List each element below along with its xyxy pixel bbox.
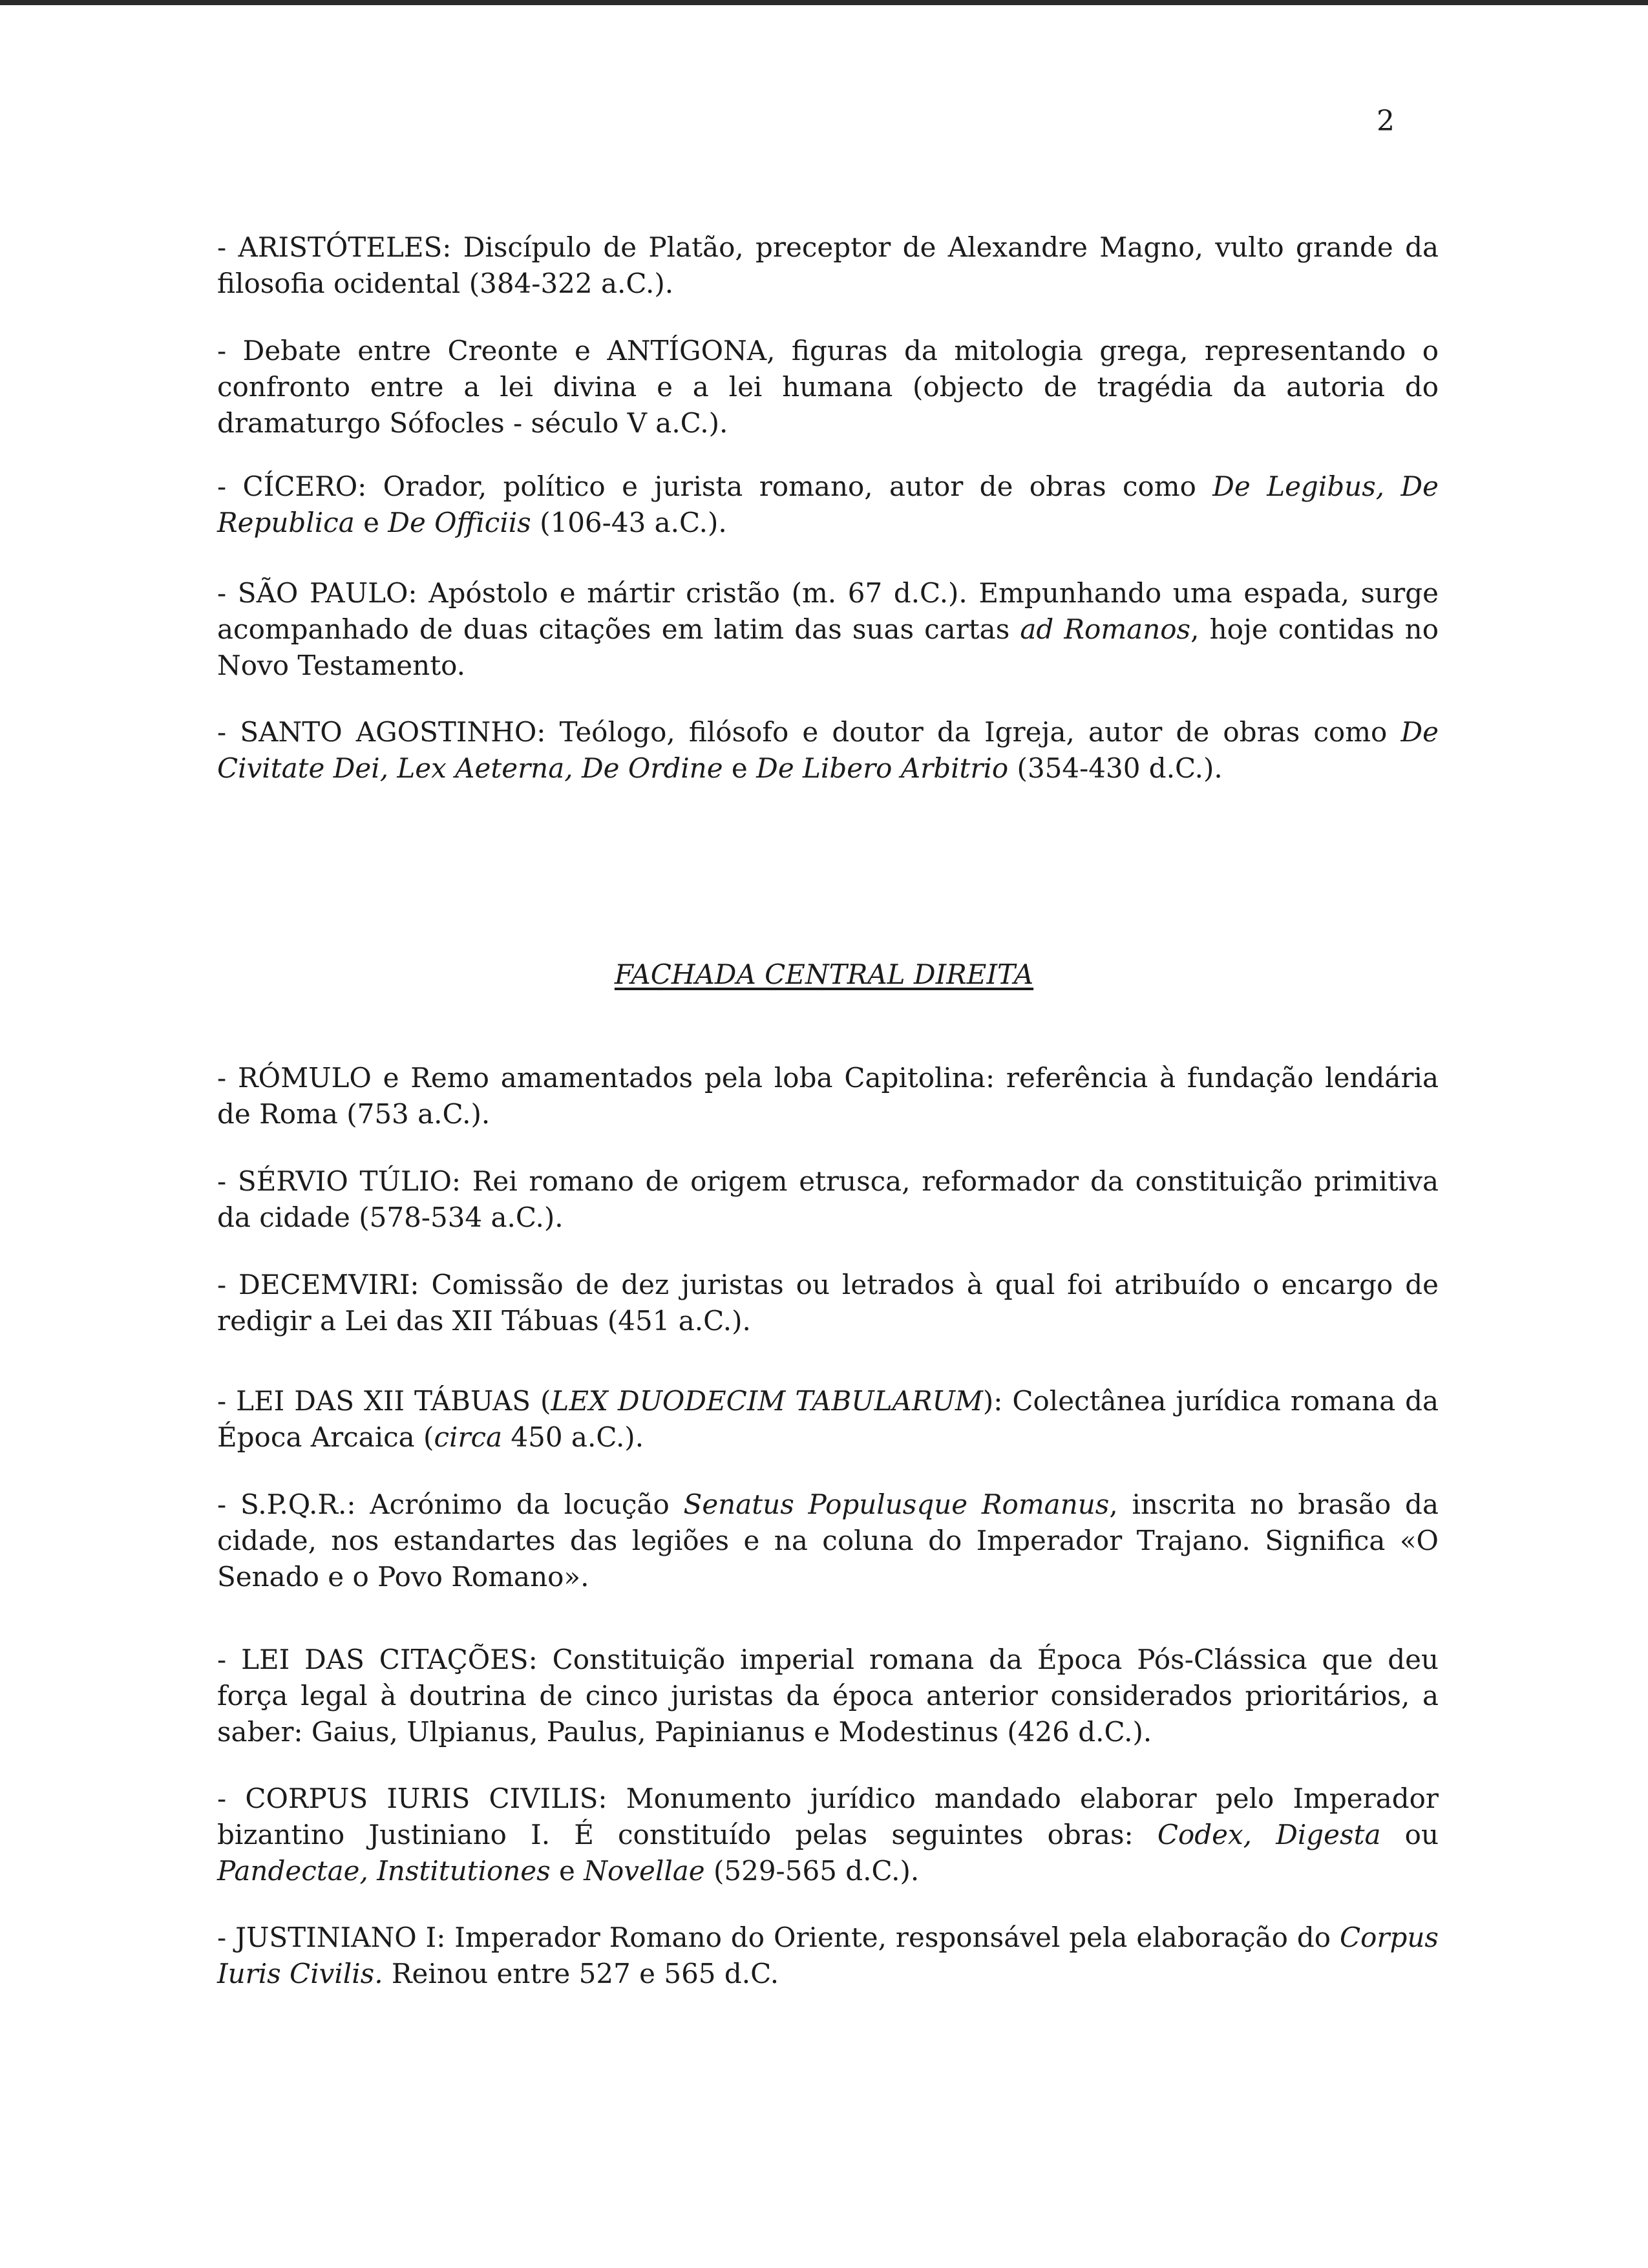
entry-romulo	[217, 1060, 1439, 1132]
entry-italic-text: Corpus Iuris Civilis.	[217, 1922, 1439, 1989]
entry-text: , inscrita no brasão da cidade, nos estandartes das legiões e na coluna do Imperador Trajano. Significa «O Senado e o Povo Romano».	[217, 1489, 1439, 1593]
entry-decemviri	[217, 1267, 1439, 1339]
entry-sao-paulo	[217, 575, 1439, 684]
entry-cicero	[217, 469, 1439, 541]
entry-text: - LEI DAS XII TÁBUAS (	[217, 1385, 551, 1417]
entry-lei-xii-tabuas	[217, 1383, 1439, 1456]
entry-italic-text: circa	[434, 1421, 503, 1453]
entry-text: e	[723, 752, 757, 784]
entry-text: , hoje contidas no Novo Testamento.	[217, 613, 1439, 681]
entry-text: - CORPUS IURIS CIVILIS: Monumento jurídico mandado elaborar pelo Imperador bizantino Justiniano I. É constituído pelas seguintes obras:	[217, 1783, 1439, 1850]
entry-text: - CÍCERO: Orador, político e jurista romano, autor de obras como	[217, 471, 1213, 502]
entry-text: ): Colectânea jurídica romana da Época Arcaica (	[217, 1385, 1439, 1453]
entry-text: (106-43 a.C.).	[531, 507, 727, 538]
entry-italic-text: Pandectae, Institutiones	[217, 1855, 551, 1887]
entry-servio-tulio	[217, 1163, 1439, 1236]
entry-italic-text: De Legibus, De Republica	[217, 471, 1439, 538]
entry-justiniano	[217, 1920, 1439, 1992]
entry-text: (529-565 d.C.).	[704, 1855, 920, 1887]
entry-text: - SÃO PAULO: Apóstolo e mártir cristão (m. 67 d.C.). Empunhando uma espada, surge acompanhado de duas citações em latim das suas cartas	[217, 577, 1439, 645]
entry-corpus-iuris	[217, 1781, 1439, 1889]
entry-text: - ARISTÓTELES: Discípulo de Platão, preceptor de Alexandre Magno, vulto grande da filosofia ocidental (384-322 a.C.).	[217, 231, 1439, 299]
entry-text: - RÓMULO e Remo amamentados pela loba Capitolina: referência à fundação lendária de Roma (753 a.C.).	[217, 1062, 1439, 1130]
entry-text: - SÉRVIO TÚLIO: Rei romano de origem etrusca, reformador da constituição primitiva da cidade (578-534 a.C.).	[217, 1165, 1439, 1233]
entry-text: 450 a.C.).	[502, 1421, 644, 1453]
entry-text: (354-430 d.C.).	[1008, 752, 1223, 784]
entry-text: e	[550, 1855, 584, 1887]
entry-text: - Debate entre Creonte e ANTÍGONA, figuras da mitologia grega, representando o confronto entre a lei divina e a lei humana (objecto de tragédia da autoria do dramaturgo Sófocles - século V a.C.).	[217, 335, 1439, 439]
entry-spqr	[217, 1487, 1439, 1595]
entry-text: ou	[1380, 1819, 1439, 1850]
entry-text: Reinou entre 527 e 565 d.C.	[383, 1958, 779, 1989]
entry-text: - S.P.Q.R.: Acrónimo da locução	[217, 1489, 684, 1520]
scan-top-edge	[0, 0, 1648, 5]
entry-italic-text: Codex, Digesta	[1157, 1819, 1381, 1850]
entry-text: e	[354, 507, 388, 538]
entry-italic-text: Novellae	[584, 1855, 705, 1887]
entry-lei-citacoes	[217, 1642, 1439, 1750]
entry-text: - SANTO AGOSTINHO: Teólogo, filósofo e doutor da Igreja, autor de obras como	[217, 716, 1401, 748]
entry-italic-text: De Officiis	[388, 507, 531, 538]
entry-italic-text: De Libero Arbitrio	[756, 752, 1009, 784]
entry-italic-text: LEX DUODECIM TABULARUM	[551, 1385, 983, 1417]
entry-text: - LEI DAS CITAÇÕES: Constituição imperial romana da Época Pós-Clássica que deu força legal à doutrina de cinco juristas da época anterior considerados prioritários, a saber: Gaius, Ulpianus, Paulus, Papinianus e Modestinus (426 d.C.).	[217, 1644, 1439, 1748]
page-number: 2	[1377, 105, 1395, 138]
entry-italic-text: ad Romanos	[1020, 613, 1191, 645]
entry-santo-agostinho	[217, 714, 1439, 787]
entry-italic-text: Senatus Populusque Romanus	[683, 1489, 1110, 1520]
section-heading: FACHADA CENTRAL DIREITA	[614, 959, 1034, 990]
entry-antigona	[217, 333, 1439, 441]
entry-text: - DECEMVIRI: Comissão de dez juristas ou letrados à qual foi atribuído o encargo de redigir a Lei das XII Tábuas (451 a.C.).	[217, 1269, 1439, 1337]
entry-aristoteles	[217, 229, 1439, 302]
entry-italic-text: De Civitate Dei, Lex Aeterna, De Ordine	[217, 716, 1439, 784]
entry-text: - JUSTINIANO I: Imperador Romano do Oriente, responsável pela elaboração do	[217, 1922, 1340, 1953]
